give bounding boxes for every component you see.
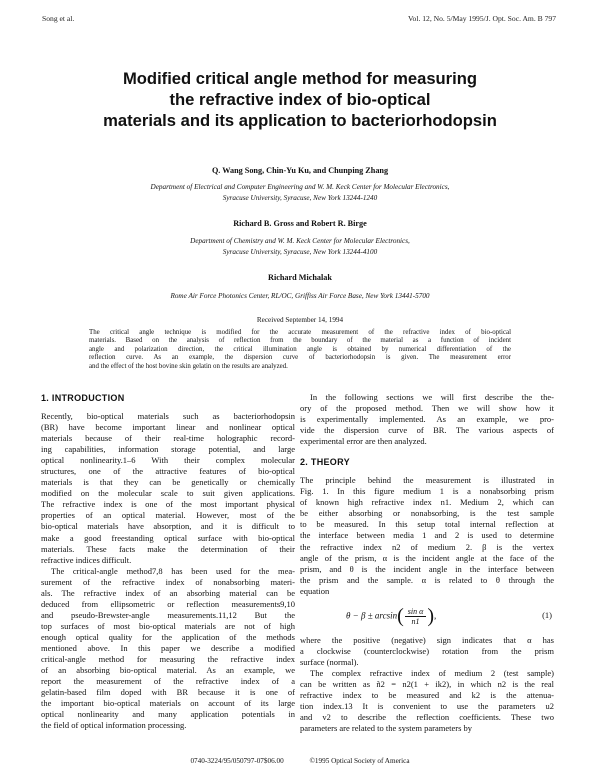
text-line: enough optical quality for the application of the methods: [41, 631, 295, 642]
paper-title: [40, 68, 560, 131]
text-line: top surfaces of most bio-optical materials are not of high: [41, 620, 295, 631]
affiliation-line: Rome Air Force Photonics Center, RL/OC, Griffiss Air Force Base, New York 13441-5700: [170, 292, 430, 300]
text-line: can be written as ñ2 = n2(1 + ik2), in which n2 is the real: [300, 678, 554, 689]
text-line: structures, one of the attractive features of bio-optical: [41, 466, 295, 477]
text-line: The principle behind the measurement is illustrated in: [300, 475, 554, 486]
text-line: surface (normal).: [300, 656, 359, 667]
abstract-line: materials. Based on the analysis of reflection from the boundary of the material as a function of incident: [89, 337, 511, 345]
text-line: of an absorbing bio-optical material. As an example, we: [41, 665, 295, 676]
text-line: be either absorbing or nonabsorbing, is the test sample: [300, 508, 554, 519]
text-line: optical nonlinearity.1–6 With their complex molecular: [41, 455, 295, 466]
affiliation-3: [40, 291, 560, 302]
abstract-line: The critical angle technique is modified for the accurate measurement of the refractive index of bio-optical: [89, 329, 511, 336]
text-line: The refractive index is one of the most important physical: [41, 499, 295, 510]
affiliation-2: [40, 236, 560, 257]
affiliation-1: [40, 182, 560, 203]
text-line: In the following sections we will first describe the the-: [310, 392, 554, 402]
equation-tail: ,: [433, 610, 437, 621]
text-line: ing capabilities, information storage potential, and large: [41, 444, 295, 455]
text-line: materials. These facts make the determination of their: [41, 543, 295, 554]
text-line: tion index.13 It is convenient to use the parameters u2: [300, 701, 554, 712]
text-line: mentioned above. In this paper we describe a modified: [41, 642, 295, 653]
left-paren: (: [397, 604, 404, 627]
text-line: materials is that they can be genetically or chemically: [41, 477, 295, 488]
text-line: parameters are related to the system parameters by: [300, 723, 473, 734]
text-line: report the measurement of the refractive index of a: [41, 676, 295, 687]
text-line: critical-angle method for measuring the refractive index: [41, 654, 295, 665]
text-line: a clockwise (counterclockwise) rotation from the prism: [300, 645, 554, 656]
text-line: the interface between media 1 and 2 is used to determine: [300, 530, 554, 541]
text-line: vide the dispersion curve of BR. The various aspects of: [300, 425, 554, 436]
text-line: surement of the refractive index of nonabsorbing materi-: [41, 576, 295, 587]
text-line: the refractive index n2 of medium 2. β is the vertex: [300, 541, 554, 552]
affiliation-line: Department of Electrical and Computer Engineering and W. M. Keck Center for Molecular Electronics,: [150, 183, 450, 191]
text-line: the important bio-optical materials on account of its large: [41, 698, 295, 709]
text-line: bio-optical materials have absorption, and it is difficult to: [41, 521, 295, 532]
running-head-right: Vol. 12, No. 5/May 1995/J. Opt. Soc. Am. B 797: [408, 14, 556, 23]
abstract: [89, 329, 511, 371]
text-line: is experimentally implemented. As an example, we pro-: [300, 414, 554, 425]
running-head-left: Song et al.: [42, 14, 75, 23]
text-line: experimental error are then analyzed.: [300, 436, 427, 447]
footer-code: 0740-3224/95/050797-07$06.00: [190, 757, 284, 765]
text-line: gelatin-based film doped with BR because it is one of: [41, 687, 295, 698]
title-line: the refractive index of bio-optical: [169, 90, 431, 109]
right-paren: ): [427, 604, 434, 627]
affiliation-line: Department of Chemistry and W. M. Keck Center for Molecular Electronics,: [190, 237, 410, 245]
abstract-line: angle and polarization direction, the critical illumination angle is obtained by numerical differentiation of the: [89, 345, 511, 353]
author-group-2: Richard B. Gross and Robert R. Birge: [233, 219, 367, 228]
right-column: [300, 392, 554, 734]
text-line: Fig. 1. In this figure medium 1 is a nonabsorbing prism: [300, 486, 554, 497]
text-line: optical nonlinearity and many application potentials in: [41, 709, 295, 720]
text-line: prism, and θ is the incident angle in the interface between: [300, 563, 554, 574]
section-heading-theory: 2. THEORY: [300, 457, 350, 468]
text-line: the field of optical information processing.: [41, 720, 187, 731]
text-line: The critical-angle method7,8 has been used for the mea-: [51, 565, 295, 576]
text-line: and pseudo-Brewster-angle measurements.11,12 But the: [41, 609, 295, 620]
text-line: Recently, bio-optical materials such as bacteriorhodopsin: [41, 411, 295, 421]
text-line: The complex refractive index of medium 2 (test sample): [310, 667, 554, 678]
equation-lhs: θ − β ± arcsin: [346, 610, 398, 621]
left-column: [41, 392, 295, 731]
author-group-3: Richard Michalak: [268, 273, 332, 282]
text-line: refractive index to be measured and k2 is the attenua-: [300, 689, 554, 700]
fraction-numerator: sin α: [405, 607, 427, 617]
abstract-line: and the effect of the host bovine skin gelatin on the results are analyzed.: [89, 362, 288, 370]
text-line: (BR) have become important linear and nonlinear optical: [41, 422, 295, 433]
text-line: and v2 to describe the reflection coefficients. These two: [300, 712, 554, 723]
section-heading-introduction: 1. INTRODUCTION: [41, 393, 125, 403]
text-line: ory of the proposed method. Then we will show how it: [300, 403, 554, 414]
equation-body: [346, 604, 437, 627]
title-line: materials and its application to bacteriorhodopsin: [103, 111, 497, 130]
affiliation-line: Syracuse University, Syracuse, New York 13244-1240: [222, 193, 378, 202]
text-line: angle of the prism, α is the incident angle at the face of the: [300, 552, 554, 563]
text-line: to be measured. In this setup total internal reflection at: [300, 519, 554, 530]
text-line: properties of an optical material. However, most of the: [41, 510, 295, 521]
text-line: refractive indices difficult.: [41, 554, 132, 565]
text-line: modified on the molecular scale to suit given applications.: [41, 488, 295, 499]
title-line: Modified critical angle method for measuring: [122, 69, 478, 88]
footer-copyright: ©1995 Optical Society of America: [309, 757, 410, 765]
text-line: als. The refractive index of an absorbing material can be: [41, 587, 295, 598]
text-line: equation: [300, 585, 330, 596]
text-line: where the positive (negative) sign indicates that α has: [300, 634, 554, 645]
author-group-1: Q. Wang Song, Chin-Yu Ku, and Chunping Zhang: [211, 166, 389, 175]
text-line: deduced from ellipsometric or reflection measurements9,10: [41, 598, 295, 609]
text-line: the prism and the sample. α is related to θ through the: [300, 574, 554, 585]
text-line: of known high refractive index n1. Medium 2, which can: [300, 497, 554, 508]
text-line: make a good freestanding optical surface with bio-optical: [41, 532, 295, 543]
received-date: Received September 14, 1994: [256, 316, 344, 324]
affiliation-line: Syracuse University, Syracuse, New York 13244-4100: [222, 247, 378, 256]
equation-fraction: [405, 607, 427, 626]
text-line: materials because of their real-time holographic record-: [41, 433, 295, 444]
page-footer: [40, 757, 560, 765]
fraction-denominator: n1: [411, 616, 420, 626]
abstract-line: reflection curve. As an example, the dispersion curve of bacteriorhodopsin is given. The measurement error: [89, 354, 511, 362]
equation-1: [300, 601, 554, 631]
equation-number: (1): [542, 609, 552, 620]
